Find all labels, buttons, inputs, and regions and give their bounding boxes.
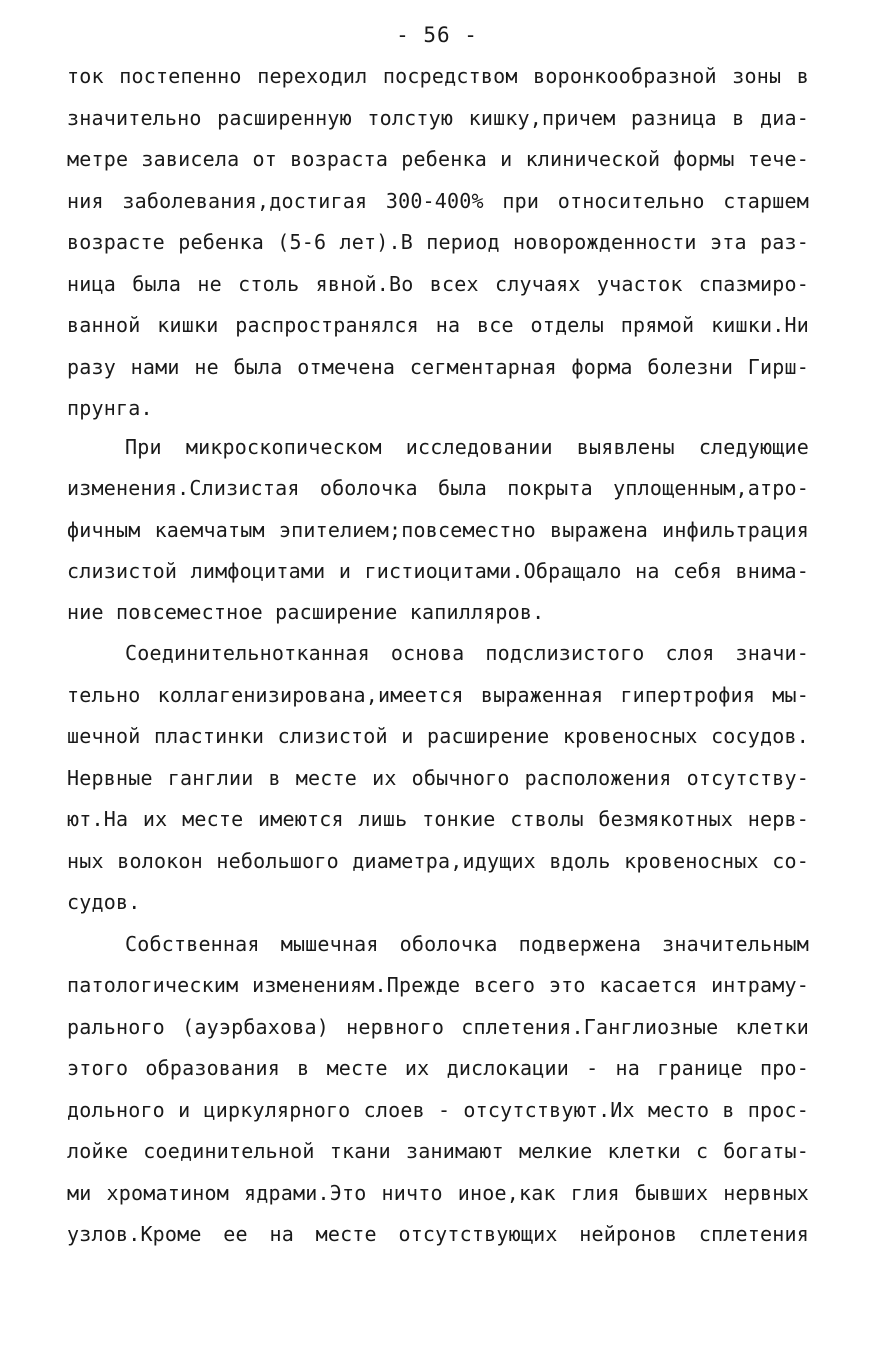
text-line: ток постепенно переходил посредством воронкообразной зоны в xyxy=(67,64,809,88)
text-line: ванной кишки распространялся на все отделы прямой кишки.Ни xyxy=(67,313,809,337)
paragraph-first-line: Соединительнотканная основа подслизистого слоя значи- xyxy=(125,641,809,665)
page-number: - 56 - xyxy=(396,23,478,47)
text-line: разу нами не была отмечена сегментарная форма болезни Гирш- xyxy=(67,355,809,379)
text-line: ных волокон небольшого диаметра,идущих вдоль кровеносных со- xyxy=(67,849,809,873)
text-line: возрасте ребенка (5-6 лет).В период новорожденности эта раз- xyxy=(67,230,809,254)
text-line: патологическим изменениям.Прежде всего это касается интраму- xyxy=(67,973,809,997)
text-line: ние повсеместное расширение капилляров. xyxy=(67,600,545,624)
text-line: лойке соединительной ткани занимают мелкие клетки с богаты- xyxy=(67,1139,809,1163)
text-line: этого образования в месте их дислокации - на границе про- xyxy=(67,1056,809,1080)
text-line: рального (ауэрбахова) нервного сплетения.Ганглиозные клетки xyxy=(67,1015,809,1039)
text-line: тельно коллагенизирована,имеется выраженная гипертрофия мы- xyxy=(67,683,809,707)
paragraph-first-line: Собственная мышечная оболочка подвержена значительным xyxy=(125,932,809,956)
text-line: шечной пластинки слизистой и расширение кровеносных сосудов. xyxy=(67,724,809,748)
text-line: ми хроматином ядрами.Это ничто иное,как глия бывших нервных xyxy=(67,1181,809,1205)
text-line: фичным каемчатым эпителием;повсеместно выражена инфильтрация xyxy=(67,518,809,542)
text-line: метре зависела от возраста ребенка и клинической формы тече- xyxy=(67,147,809,171)
paragraph-first-line: При микроскопическом исследовании выявлены следующие xyxy=(125,435,809,459)
text-line: ют.На их месте имеются лишь тонкие стволы безмякотных нерв- xyxy=(67,807,809,831)
text-line: прунга. xyxy=(67,396,153,420)
text-line: слизистой лимфоцитами и гистиоцитами.Обращало на себя внима- xyxy=(67,559,809,583)
text-line: дольного и циркулярного слоев - отсутствуют.Их место в прос- xyxy=(67,1098,809,1122)
text-line: значительно расширенную толстую кишку,причем разница в диа- xyxy=(67,106,809,130)
text-line: узлов.Кроме ее на месте отсутствующих нейронов сплетения xyxy=(67,1222,809,1246)
text-line: изменения.Слизистая оболочка была покрыта уплощенным,атро- xyxy=(67,476,809,500)
text-line: ница была не столь явной.Во всех случаях участок спазмиро- xyxy=(67,272,809,296)
text-line: Нервные ганглии в месте их обычного расположения отсутству- xyxy=(67,766,809,790)
text-line: ния заболевания,достигая 300-400% при относительно старшем xyxy=(67,189,809,213)
text-line: судов. xyxy=(67,890,141,914)
